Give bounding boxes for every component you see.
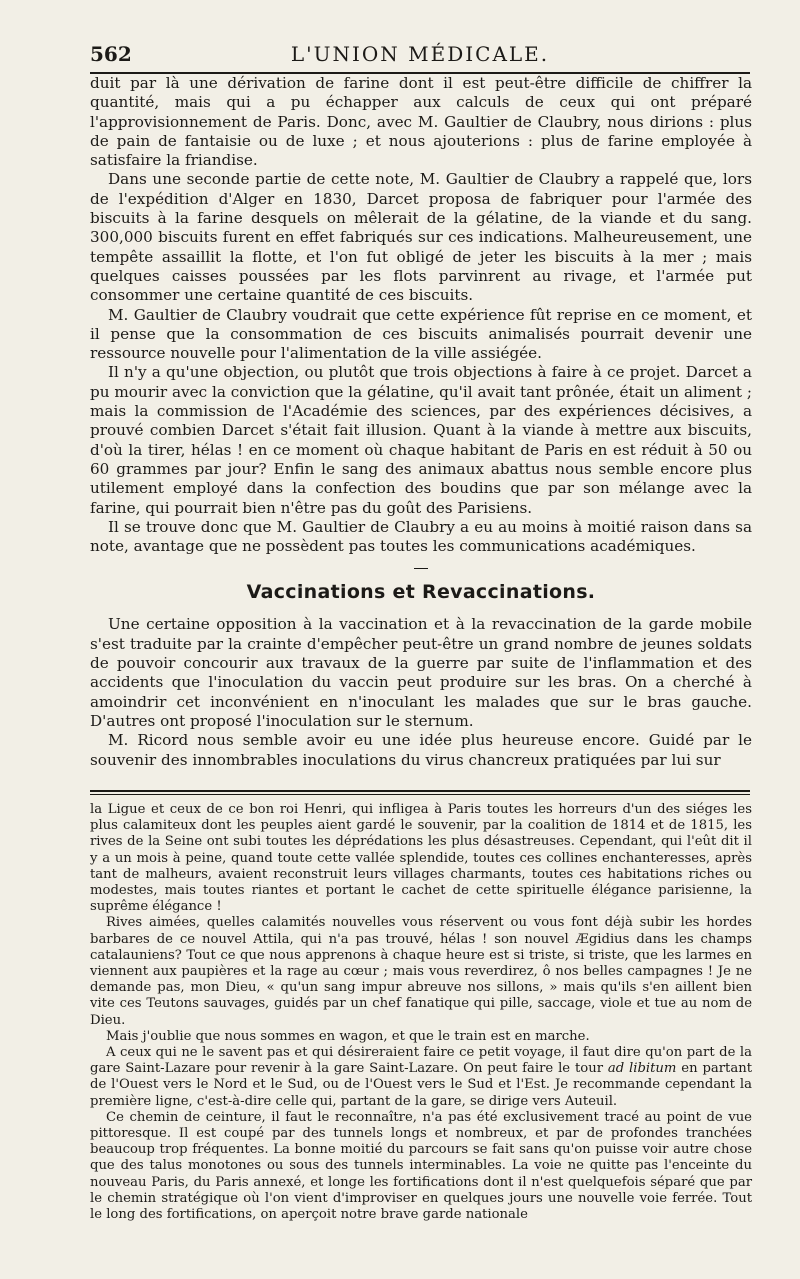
footnote-text: A ceux qui ne le savent pas et qui désireraient faire ce petit voyage, il faut dire qu'on part de la gare Saint-Lazare pour revenir à la gare Saint-Lazare. On peut faire le tour — [90, 1045, 752, 1077]
journal-title: L'UNION MÉDICALE. — [290, 42, 550, 66]
paragraph: Il se trouve donc que M. Gaultier de Claubry a eu au moins à moitié raison dans sa note, avantage que ne possèdent pas toutes les communications académiques. — [90, 517, 752, 556]
paragraph: duit par là une dérivation de farine dont il est peut-être difficile de chiffrer la quantité, mais qui a pu échapper aux calculs de ceux qui ont préparé l'approvisionnement de Paris. Donc, avec M. Gaultier de Claubry, nous dirions : plus de pain de fantaisie ou de luxe ; et nous ajouterions : plus de farine employée à satisfaire la friandise. — [90, 74, 752, 170]
footnote-paragraph: Rives aimées, quelles calamités nouvelles vous réservent ou vous font déjà subir les hordes barbares de ce nouvel Attila, qui n'a pas trouvé, hélas ! son nouvel Ægidius dans les champs catalauniens? Tout ce que nous apprenons à chaque heure est si triste, si triste, que les larmes en viennent aux paupières et la rage au cœur ; mais vous reverdirez, ô nos belles campagnes ! Je ne demande pas, mon Dieu, « qu'un sang impur abreuve nos sillons, » mais qu'ils s'en aillent bien vite ces Teutons sauvages, guidés par un chef fanatique qui pille, saccage, viole et tue au nom de Dieu. — [90, 915, 752, 1028]
footnote-italic: ad libitum — [607, 1061, 677, 1077]
section-divider — [414, 568, 428, 569]
footnote-paragraph: la Ligue et ceux de ce bon roi Henri, qui infligea à Paris toutes les horreurs d'un des siéges les plus calamiteux dont les peuples aient gardé le souvenir, par la coalition de 1814 et de 1815, les rives de la Seine ont subi toutes les déprédations les plus désastreuses. Cependant, qui l'eût dit il y a un mois à peine, quand toute cette vallée splendide, toutes ces collines enchanteresses, après tant de malheurs, avaient reconstruit leurs villages charmants, toutes ces habitations riches ou modestes, mais toutes riantes et portant le cachet de cette spirituelle élégance parisienne, la suprême élégance ! — [90, 802, 752, 915]
paragraph: M. Gaultier de Claubry voudrait que cette expérience fût reprise en ce moment, et il pense que la consommation de ces biscuits animalisés pourrait devenir une ressource nouvelle pour l'alimentation de la ville assiégée. — [90, 305, 752, 363]
section-title: Vaccinations et Revaccinations. — [246, 581, 596, 604]
footnote-paragraph: Ce chemin de ceinture, il faut le reconnaître, n'a pas été exclusivement tracé au point de vue pittoresque. Il est coupé par des tunnels longs et nombreux, et par de profondes tranchées beaucoup trop fréquentes. La bonne moitié du parcours se fait sans qu'on puisse voir autre chose que des talus monotones ou sous des tunnels interminables. La voie ne quitte pas l'enceinte du nouveau Paris, du Paris annexé, et longe les fortifications dont il n'est quelquefois séparé que par le chemin stratégique où l'on vient d'improviser en quelques jours une nouvelle voie ferrée. Tout le long des fortifications, on aperçoit notre brave garde nationale — [90, 1109, 752, 1223]
paragraph: Dans une seconde partie de cette note, M. Gaultier de Claubry a rappelé que, lors de l'expédition d'Alger en 1830, Darcet proposa de fabriquer pour l'armée des biscuits à la farine desquels on mêlerait de la gélatine, de la viande et du sang. 300,000 biscuits furent en effet fabriqués sur ces indications. Malheureusement, une tempête assaillit la flotte, et l'on fut obligé de jeter les biscuits à la mer ; mais quelques caisses poussées par les flots parvinrent au rivage, et l'armée put consommer une certaine quantité de ces biscuits. — [90, 170, 752, 305]
paragraph: M. Ricord nous semble avoir eu une idée plus heureuse encore. Guidé par le souvenir des innombrables inoculations du virus chancreux pratiquées par lui sur — [90, 731, 752, 769]
page-number: 562 — [90, 42, 132, 66]
footnote-rule — [90, 790, 750, 792]
footnote-paragraph: Mais j'oublie que nous sommes en wagon, et que le train est en marche. — [106, 1028, 590, 1044]
footnote-rule-thin — [90, 794, 750, 795]
page-header — [90, 40, 750, 70]
footnote-paragraph — [90, 1045, 752, 1110]
footnote — [90, 802, 752, 1223]
footnote-text: en partant de l'Ouest vers le Nord et le Sud, ou de l'Ouest vers le Sud et l'Est. Je recommande cependant la première ligne, c'est-à-dire celle qui, partant de la gare, se dirige vers Auteuil. — [90, 1061, 753, 1109]
main-text — [90, 74, 752, 770]
paragraph: Une certaine opposition à la vaccination et à la revaccination de la garde mobile s'est traduite par la crainte d'empêcher peut-être un grand nombre de jeunes soldats de pouvoir concourir aux travaux de la guerre par suite de l'inflammation et des accidents que l'inoculation du vaccin peut produire sur les bras. On a cherché à amoindrir cet inconvénient en n'inoculant les malades que sur le bras gauche. D'autres ont proposé l'inoculation sur le sternum. — [90, 615, 752, 730]
paragraph: Il n'y a qu'une objection, ou plutôt que trois objections à faire à ce projet. Darcet a pu mourir avec la conviction que la gélatine, qu'il avait tant prônée, était un aliment ; mais la commission de l'Académie des sciences, par des expériences décisives, a prouvé combien Darcet s'était fait illusion. Quant à la viande à mettre aux biscuits, d'où la tirer, hélas ! en ce moment où chaque habitant de Paris en est réduit à 50 ou 60 grammes par jour? Enfin le sang des animaux abattus nous semble encore plus utilement employé dans la confection des boudins que par son mélange avec la farine, qui pourrait bien n'être pas du goût des Parisiens. — [90, 363, 752, 517]
